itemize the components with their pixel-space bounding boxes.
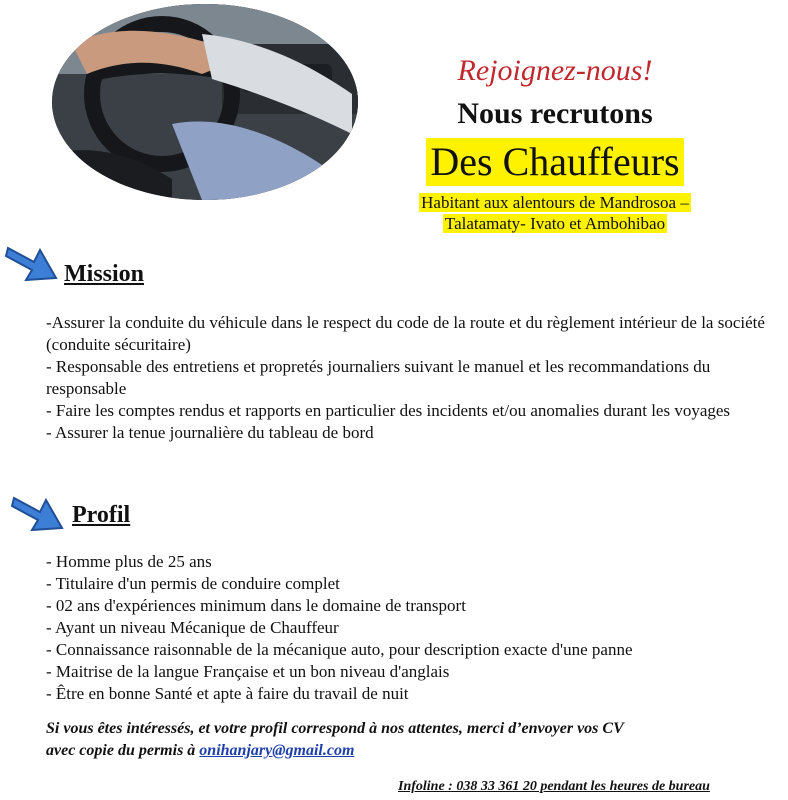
cta-line-2: avec copie du permis à bbox=[46, 742, 200, 759]
rejoignez-text: Rejoignez-nous! bbox=[457, 54, 653, 87]
list-item: - Connaissance raisonnable de la mécanique auto, pour description exacte d'une panne bbox=[46, 640, 633, 659]
location-line-2: Talatamaty- Ivato et Ambohibao bbox=[444, 214, 666, 233]
email-link[interactable]: onihanjary@gmail.com bbox=[199, 742, 355, 759]
list-item: - Être en bonne Santé et apte à faire du travail de nuit bbox=[46, 684, 409, 703]
list-item: - Maitrise de la langue Française et un bon niveau d'anglais bbox=[46, 662, 450, 681]
recrutons-text: Nous recrutons bbox=[457, 97, 653, 130]
list-item: - 02 ans d'expériences minimum dans le domaine de transport bbox=[46, 596, 466, 615]
mission-title: Mission bbox=[64, 261, 145, 287]
list-item: - Homme plus de 25 ans bbox=[46, 552, 212, 571]
profil-title: Profil bbox=[72, 502, 131, 528]
profil-list bbox=[46, 551, 776, 705]
headline bbox=[395, 52, 715, 234]
list-item: - Responsable des entretiens et propretés journaliers suivant le manuel et les recommandations du responsable bbox=[46, 357, 711, 398]
call-to-action bbox=[46, 718, 776, 762]
list-item: - Ayant un niveau Mécanique de Chauffeur bbox=[46, 618, 339, 637]
cta-line-1: Si vous êtes intéressés, et votre profil correspond à nos attentes, merci d’envoyer vos CV bbox=[46, 720, 624, 737]
location-text bbox=[395, 192, 715, 234]
list-item: -Assurer la conduite du véhicule dans le respect du code de la route et du règlement intérieur de la société (conduite sécuritaire) bbox=[46, 313, 765, 354]
mission-list bbox=[46, 312, 776, 444]
infoline-text: Infoline : 038 33 361 20 pendant les heures de bureau bbox=[398, 779, 710, 794]
location-line-1: Habitant aux alentours de Mandrosoa – bbox=[421, 193, 689, 212]
list-item: - Faire les comptes rendus et rapports en particulier des incidents et/ou anomalies durant les voyages bbox=[46, 401, 731, 420]
driver-steering-wheel-icon bbox=[52, 4, 358, 200]
driver-photo bbox=[52, 4, 358, 200]
chauffeurs-title: Des Chauffeurs bbox=[426, 138, 683, 186]
list-item: - Titulaire d'un permis de conduire complet bbox=[46, 574, 340, 593]
list-item: - Assurer la tenue journalière du tableau de bord bbox=[46, 423, 374, 442]
